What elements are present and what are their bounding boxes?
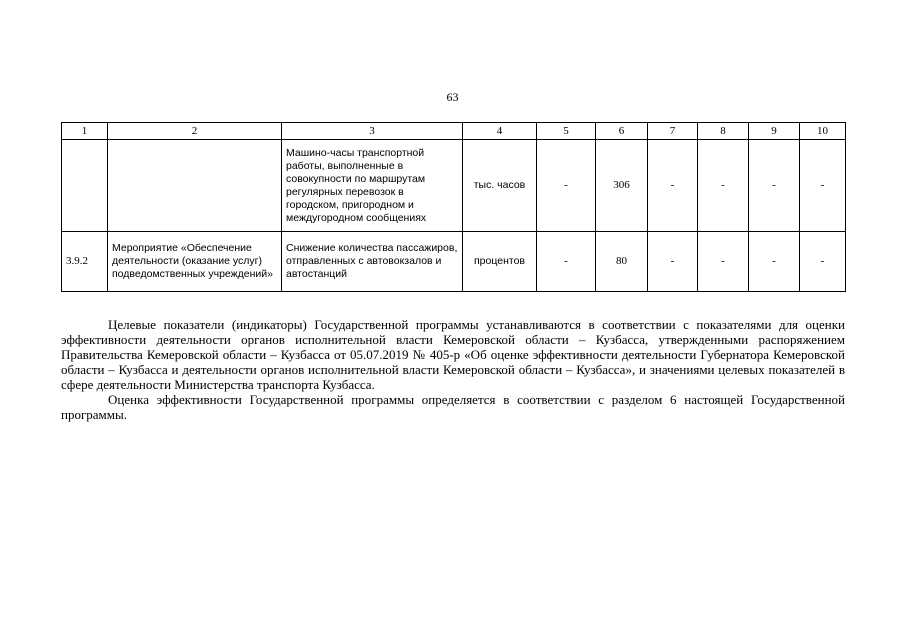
value-cell-9: - xyxy=(749,140,800,232)
value-cell-6: 306 xyxy=(596,140,648,232)
indicator-name-cell: Снижение количества пассажиров, отправленных с автовокзалов и автостанций xyxy=(282,232,463,292)
page-number: 63 xyxy=(446,90,459,104)
measure-name-cell xyxy=(108,140,282,232)
value-cell-7: - xyxy=(648,232,698,292)
header-cell-1: 1 xyxy=(62,123,108,140)
header-cell-3: 3 xyxy=(282,123,463,140)
table-row xyxy=(62,140,846,232)
value-cell-6: 80 xyxy=(596,232,648,292)
header-cell-10: 10 xyxy=(800,123,846,140)
measure-name-cell: Мероприятие «Обеспечение деятельности (оказание услуг) подведомственных учреждений» xyxy=(108,232,282,292)
value-cell-5: - xyxy=(537,232,596,292)
row-number-cell xyxy=(62,140,108,232)
body-text xyxy=(61,317,845,422)
paragraph: Целевые показатели (индикаторы) Государственной программы устанавливаются в соответствии с показателями для оценки эффективности деятельности органов исполнительной власти Кемеровской области – Кузбасса, утвержденными распоряжением Правительства Кемеровской области – Кузбасса от 05.07.2019 № 405-р «Об оценке эффективности деятельности Губернатора Кемеровской области – Кузбасса и деятельности органов исполнительной власти Кемеровской области – Кузбасса», и значениями целевых показателей в сфере деятельности Министерства транспорта Кузбасса. xyxy=(61,317,845,392)
header-cell-5: 5 xyxy=(537,123,596,140)
paragraph: Оценка эффективности Государственной программы определяется в соответствии с разделом 6 настоящей Государственной программы. xyxy=(61,392,845,422)
table-row xyxy=(62,232,846,292)
header-cell-9: 9 xyxy=(749,123,800,140)
indicator-name-cell: Машино-часы транспортной работы, выполненные в совокупности по маршрутам регулярных перевозок в городском, пригородном и междугородном сообщениях xyxy=(282,140,463,232)
value-cell-8: - xyxy=(698,232,749,292)
header-cell-4: 4 xyxy=(463,123,537,140)
value-cell-7: - xyxy=(648,140,698,232)
indicators-table xyxy=(61,122,846,292)
unit-cell: процентов xyxy=(463,232,537,292)
value-cell-9: - xyxy=(749,232,800,292)
value-cell-10: - xyxy=(800,232,846,292)
header-cell-2: 2 xyxy=(108,123,282,140)
value-cell-5: - xyxy=(537,140,596,232)
header-cell-6: 6 xyxy=(596,123,648,140)
value-cell-10: - xyxy=(800,140,846,232)
table-header-row xyxy=(62,123,846,140)
row-number-cell: 3.9.2 xyxy=(62,232,108,292)
header-cell-8: 8 xyxy=(698,123,749,140)
header-cell-7: 7 xyxy=(648,123,698,140)
value-cell-8: - xyxy=(698,140,749,232)
unit-cell: тыс. часов xyxy=(463,140,537,232)
